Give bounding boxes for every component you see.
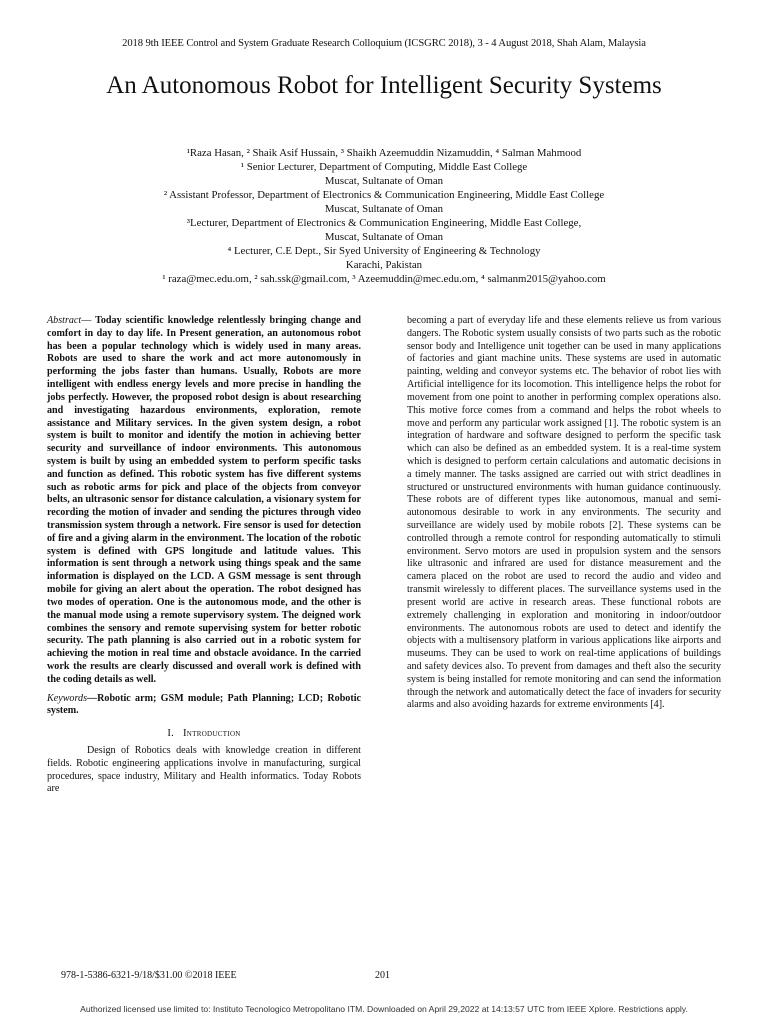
- author-emails: ¹ raza@mec.edu.om, ² sah.ssk@gmail.com, ³ Azeemuddin@mec.edu.om, ⁴ salmanm2015@yahoo.com: [162, 273, 606, 285]
- license-notice: Authorized licensed use limited to: Instituto Tecnologico Metropolitano ITM. Downloaded on April 29,2022 at 14:13:57 UTC from IEEE Xplore. Restrictions apply.: [80, 1004, 688, 1014]
- keywords: [47, 693, 361, 719]
- author-names: ¹Raza Hasan, ² Shaik Asif Hussain, ³ Shaikh Azeemuddin Nizamuddin, ⁴ Salman Mahmood: [186, 147, 582, 159]
- paper-title: An Autonomous Robot for Intelligent Security Systems: [106, 72, 662, 99]
- abstract-dash: —: [81, 315, 92, 326]
- affiliation-2-location: Muscat, Sultanate of Oman: [324, 203, 444, 215]
- intro-paragraph-left: Design of Robotics deals with knowledge creation in different fields. Robotic engineering applications involve in manufacturing, surgical procedures, space industry, Military and Health informatics. Today Robots are: [47, 745, 361, 795]
- right-column: [407, 315, 721, 712]
- affiliation-1: ¹ Senior Lecturer, Department of Computing, Middle East College: [240, 161, 528, 173]
- affiliation-3: ³Lecturer, Department of Electronics & Communication Engineering, Middle East College,: [186, 217, 582, 229]
- abstract: [47, 315, 361, 687]
- page-number: 201: [375, 970, 390, 981]
- keywords-label: Keywords: [47, 692, 88, 704]
- intro-paragraph-right: becoming a part of everyday life and these elements relieve us from various dangers. The Robotic system usually consists of two parts such as the robotic sensor body and Intelligence unit together can be used in many applications of factories and giant machine units. These systems are used in automatic painting, welding and conveyor systems etc. The behavior of robot lies with Artificial intelligence for its locomotion. This intelligence helps the robot for movement from one point to another in performing complex operations also. This motive force comes from a command and helps the robot wheels to move and perform any particular work assigned [1]. The robotic system is an integration of hardware and software designed to perform the specific task which can also be defined as an embedded system. It is a real-time system which is designed to perform certain calculations and automatic decisions in a timely manner. The tasks assigned are carried out with strict deadlines in structured or unstructured environments with human guidance continuously. These robots are of different types like autonomous, manual and semi-autonomous desirable to work in any environments. The security and surveillance are widely used by mobile robots [2]. These systems can be controlled through a remote control for responding automatically to stimuli environment. Servo motors are used in propulsion system and the sensors like ultrasonic and infrared are used for distance measurement and the camera placed on the robot are used to record the audio and video and transmit wirelessly to different places. The surveillance systems used in the present world are active in research areas. These functional robots are extremely challenging in exploration and monitoring in indoor/outdoor environments. The autonomous robots are used to detect and identify the objects with a multisensory platform in various applications like airports and museums. They can be used to work on real-time applications of buildings and safety devices also. To prevent from damages and theft also the security system is being installed for remote monitoring and can send the information through the network and automatically detect the face of invaders for security alarms and also avoiding hazards for extreme environments [4].: [407, 315, 721, 711]
- conference-header: 2018 9th IEEE Control and System Graduate Research Colloquium (ICSGRC 2018), 3 - 4 August 2018, Shah Alam, Malaysia: [122, 38, 646, 49]
- author-block: [40, 146, 728, 286]
- affiliation-1-location: Muscat, Sultanate of Oman: [324, 175, 444, 187]
- left-column: [47, 315, 361, 796]
- affiliation-4-location: Karachi, Pakistan: [345, 259, 423, 271]
- keywords-text: Robotic arm; GSM module; Path Planning; LCD; Robotic system.: [47, 692, 361, 717]
- abstract-label: Abstract: [47, 315, 82, 326]
- affiliation-3-location: Muscat, Sultanate of Oman: [324, 231, 444, 243]
- section-number: I.: [167, 728, 175, 740]
- affiliation-2: ² Assistant Professor, Department of Electronics & Communication Engineering, Middle East College: [163, 189, 605, 201]
- isbn-footer: 978-1-5386-6321-9/18/$31.00 ©2018 IEEE: [61, 970, 237, 981]
- affiliation-4: ⁴ Lecturer, C.E Dept., Sir Syed University of Engineering & Technology: [227, 245, 541, 257]
- abstract-text: Today scientific knowledge relentlessly bringing change and comfort in day to day life. In Present generation, an autonomous robot has been a popular technology which is widely used in many areas. Robots are used to share the work and act more autonomously in performing the jobs faster than humans. Usually, Robots are more intelligent with endless energy levels and more precise in handling the jobs perfectly. However, the proposed robot design is about researching and investigating hazardous environments, exploration, remote assistance and Military services. In the given system design, a robot system is built to monitor and identify the motion in achieving better security and surveillance of indoor environments. This autonomous system is built by using an embedded system to perform specific tasks and function as defined. This robotic system has five different systems such as robotic arms for pick and place of the objects from conveyor belts, an ultrasonic sensor for distance calculation, a visionary system for recording the motion of invader and sending the pictures through video transmission system through a network. Fire sensor is used for detection of fire and a giving alarm in the environment. The location of the robotic system is defined with GPS longitude and latitude values. This information is sent through a network using things speak and the same information is displayed on the LCD. A GSM message is sent through mobile for giving an alert about the operation. The robot designed has two modes of operation. One is the autonomous mode, and the other is the manual mode using a remote supervisory system. The deigned work combines the sensory and remote supervising system for better robotic security. The path planning is also carried out in a robotic system for achieving the motion in real time and obstacle avoidance. In the carried work the results are clearly discussed and overall work is defined with the coding details as well.: [47, 315, 361, 685]
- keywords-dash: —: [87, 692, 98, 704]
- section-title: Introduction: [182, 728, 241, 740]
- section-heading: [47, 728, 361, 741]
